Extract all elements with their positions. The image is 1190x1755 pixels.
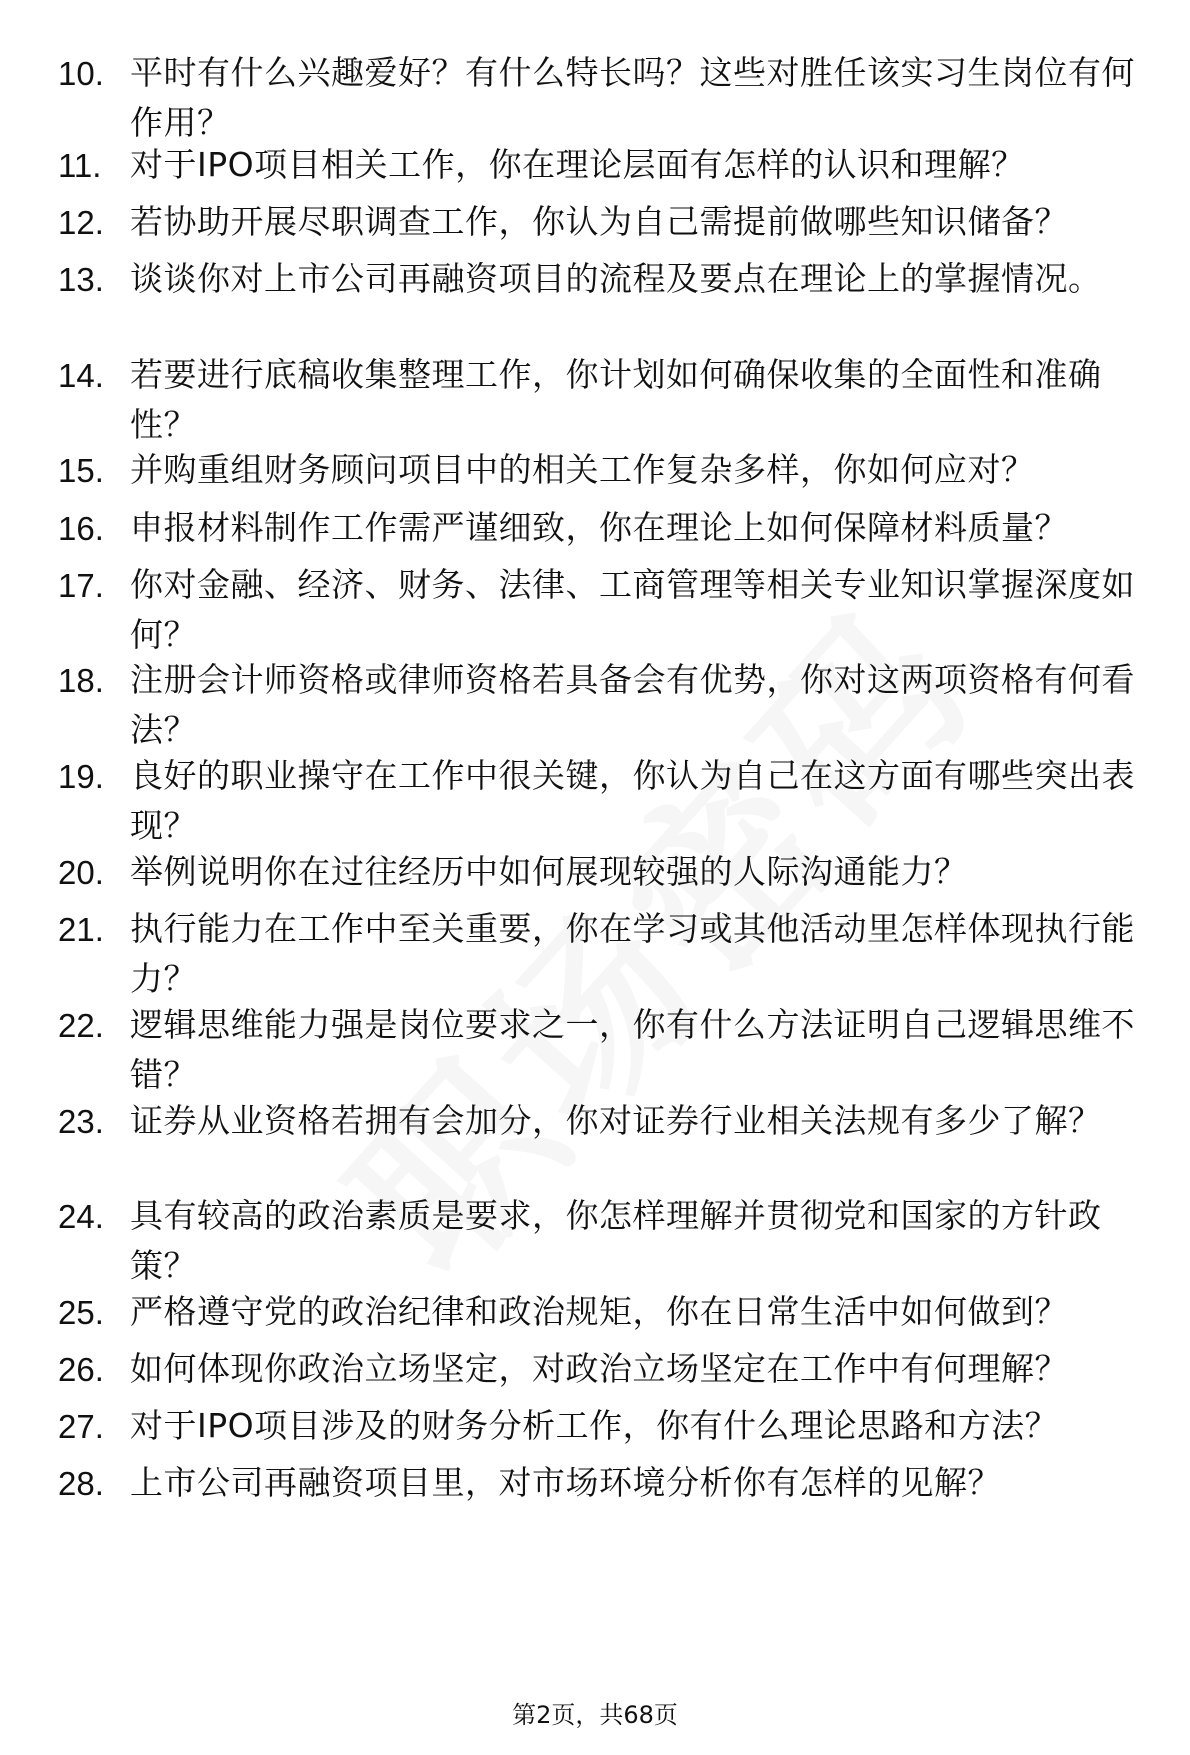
question-number: 13. xyxy=(58,261,104,298)
question-text: 举例说明你在过往经历中如何展现较强的人际沟通能力？ xyxy=(130,852,968,891)
question-text: 如何体现你政治立场坚定，对政治立场坚定在工作中有何理解？ xyxy=(130,1349,1068,1388)
question-number: 25. xyxy=(58,1294,104,1331)
question-number: 12. xyxy=(58,204,104,241)
question-text: 对于IPO项目相关工作，你在理论层面有怎样的认识和理解？ xyxy=(130,145,1025,184)
question-text: 若要进行底稿收集整理工作，你计划如何确保收集的全面性和准确性？ xyxy=(130,355,1102,444)
question-text: 上市公司再融资项目里，对市场环境分析你有怎样的见解？ xyxy=(130,1463,1001,1502)
question-text: 证券从业资格若拥有会加分，你对证券行业相关法规有多少了解？ xyxy=(130,1101,1102,1140)
question-text: 注册会计师资格或律师资格若具备会有优势，你对这两项资格有何看法？ xyxy=(130,660,1135,749)
question-number: 24. xyxy=(58,1198,104,1235)
question-number: 18. xyxy=(58,662,104,699)
question-number: 11. xyxy=(58,147,102,184)
question-number: 16. xyxy=(58,510,104,547)
question-text: 执行能力在工作中至关重要，你在学习或其他活动里怎样体现执行能力？ xyxy=(130,909,1135,998)
question-number: 23. xyxy=(58,1103,104,1140)
question-text: 平时有什么兴趣爱好？有什么特长吗？这些对胜任该实习生岗位有何作用？ xyxy=(130,53,1135,142)
question-number: 20. xyxy=(58,854,104,891)
question-text: 若协助开展尽职调查工作，你认为自己需提前做哪些知识储备？ xyxy=(130,202,1068,241)
question-number: 26. xyxy=(58,1351,104,1388)
question-text: 良好的职业操守在工作中很关键，你认为自己在这方面有哪些突出表现？ xyxy=(130,756,1135,845)
question-number: 10. xyxy=(58,55,104,92)
question-text: 申报材料制作工作需严谨细致，你在理论上如何保障材料质量？ xyxy=(130,508,1068,547)
question-text: 具有较高的政治素质是要求，你怎样理解并贯彻党和国家的方针政策？ xyxy=(130,1196,1102,1285)
question-text: 并购重组财务顾问项目中的相关工作复杂多样，你如何应对？ xyxy=(130,450,1035,489)
question-number: 22. xyxy=(58,1007,104,1044)
question-number: 15. xyxy=(58,452,104,489)
question-number: 19. xyxy=(58,758,104,795)
question-number: 27. xyxy=(58,1408,104,1445)
question-number: 28. xyxy=(58,1465,104,1502)
question-number: 17. xyxy=(58,567,104,604)
question-text: 严格遵守党的政治纪律和政治规矩，你在日常生活中如何做到？ xyxy=(130,1292,1068,1331)
question-text: 对于IPO项目涉及的财务分析工作，你有什么理论思路和方法？ xyxy=(130,1406,1059,1445)
question-text: 谈谈你对上市公司再融资项目的流程及要点在理论上的掌握情况。 xyxy=(130,259,1102,298)
page-number: 第2页，共68页 xyxy=(512,1701,678,1729)
question-text: 逻辑思维能力强是岗位要求之一，你有什么方法证明自己逻辑思维不错？ xyxy=(130,1005,1135,1094)
question-text: 你对金融、经济、财务、法律、工商管理等相关专业知识掌握深度如何？ xyxy=(130,565,1135,654)
question-number: 21. xyxy=(58,911,104,948)
question-number: 14. xyxy=(58,357,104,394)
